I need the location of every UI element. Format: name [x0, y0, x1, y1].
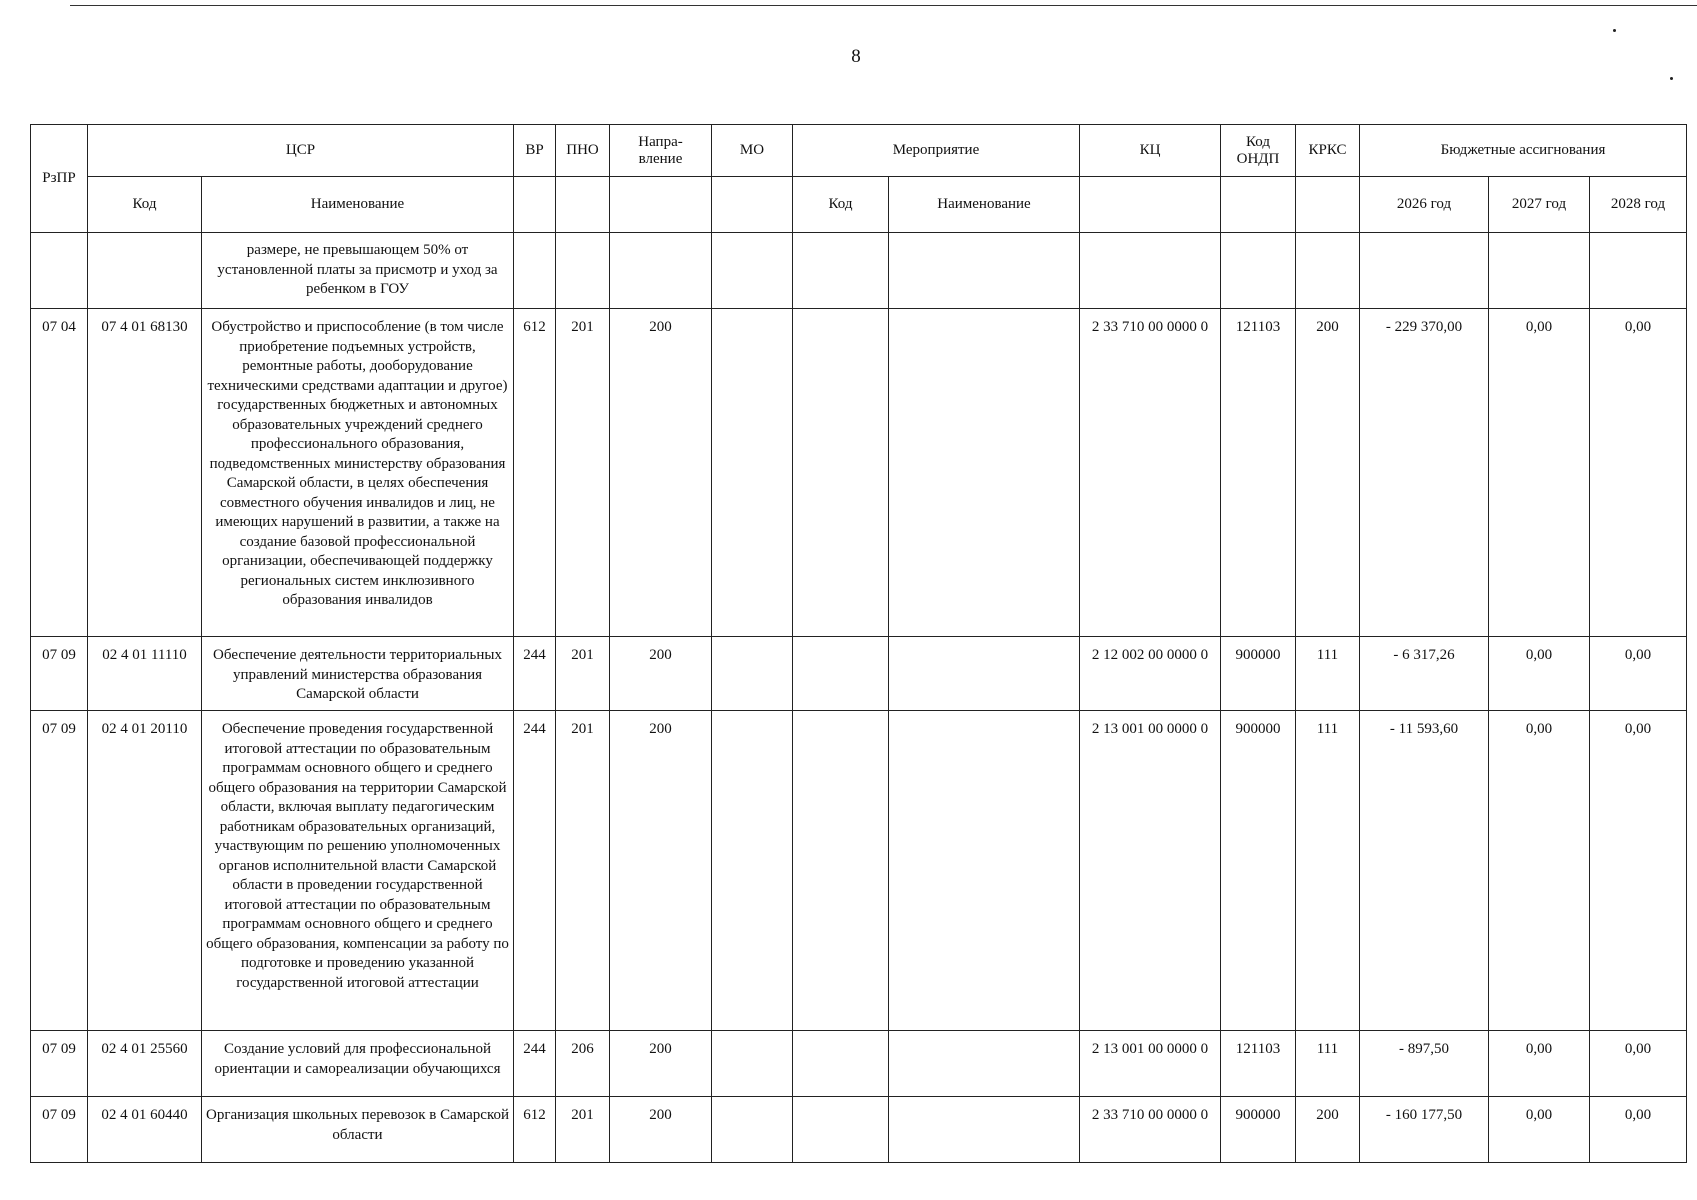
empty-cell	[31, 233, 88, 309]
col-2027-header: 2027 год	[1489, 177, 1590, 233]
vr-cell: 244	[514, 711, 556, 1031]
col-vr-header: ВР	[514, 125, 556, 177]
table-row	[31, 309, 1687, 637]
amount-2026-cell: - 897,50	[1360, 1031, 1489, 1097]
mer-kod-cell	[793, 1097, 889, 1163]
empty-cell	[793, 233, 889, 309]
rzpr-cell: 07 09	[31, 711, 88, 1031]
amount-2026-cell: - 11 593,60	[1360, 711, 1489, 1031]
amount-2028-cell: 0,00	[1590, 637, 1687, 711]
budget-table	[30, 124, 1687, 1163]
amount-2026-cell: - 160 177,50	[1360, 1097, 1489, 1163]
kc-cell: 2 13 001 00 0000 0	[1080, 711, 1221, 1031]
napravlenie-cell: 200	[610, 309, 712, 637]
csr-kod-cell: 07 4 01 68130	[88, 309, 202, 637]
table-row	[31, 1097, 1687, 1163]
empty-cell	[514, 177, 556, 233]
continuation-name-cell: размере, не превышающем 50% от установленной платы за присмотр и уход за ребенком в ГОУ	[202, 233, 514, 309]
mo-cell	[712, 711, 793, 1031]
ondp-cell: 121103	[1221, 1031, 1296, 1097]
empty-cell	[1221, 177, 1296, 233]
amount-2027-cell: 0,00	[1489, 1097, 1590, 1163]
empty-cell	[556, 177, 610, 233]
pno-cell: 206	[556, 1031, 610, 1097]
col-napravlenie-header: Напра- вление	[610, 125, 712, 177]
ondp-cell: 121103	[1221, 309, 1296, 637]
empty-cell	[610, 233, 712, 309]
kc-cell: 2 12 002 00 0000 0	[1080, 637, 1221, 711]
kc-cell: 2 33 710 00 0000 0	[1080, 1097, 1221, 1163]
empty-cell	[1489, 233, 1590, 309]
mer-name-cell	[889, 637, 1080, 711]
empty-cell	[556, 233, 610, 309]
csr-name-cell: Обеспечение проведения государственной итоговой аттестации по образовательным программам основного общего и среднего общего образования на территории Самарской области, включая выплату педагогическим работникам образовательных организаций, участвующим по решению уполномоченных органов исполнительной власти Самарской области в проведении государственной итоговой аттестации по образовательным программам основного общего и среднего общего образования, компенсации за работу по подготовке и проведению указанной государственной итоговой аттестации	[202, 711, 514, 1031]
page-number: 8	[851, 46, 861, 67]
vr-cell: 612	[514, 309, 556, 637]
csr-kod-cell: 02 4 01 25560	[88, 1031, 202, 1097]
pno-cell: 201	[556, 711, 610, 1031]
mer-name-cell	[889, 711, 1080, 1031]
col-meropriyatie-header: Мероприятие	[793, 125, 1080, 177]
col-kod-ondp-header: Код ОНДП	[1221, 125, 1296, 177]
scan-speck	[1613, 29, 1616, 32]
csr-name-cell: Обеспечение деятельности территориальных управлений министерства образования Самарской области	[202, 637, 514, 711]
col-csr-header: ЦСР	[88, 125, 514, 177]
table-row	[31, 711, 1687, 1031]
scan-speck	[1670, 77, 1673, 80]
col-rzpr-header: РзПР	[31, 125, 88, 233]
amount-2027-cell: 0,00	[1489, 637, 1590, 711]
col-mer-name-header: Наименование	[889, 177, 1080, 233]
empty-cell	[712, 177, 793, 233]
csr-kod-cell: 02 4 01 20110	[88, 711, 202, 1031]
napravlenie-cell: 200	[610, 637, 712, 711]
empty-cell	[1296, 233, 1360, 309]
empty-cell	[1221, 233, 1296, 309]
top-rule	[70, 5, 1697, 6]
mo-cell	[712, 637, 793, 711]
mer-name-cell	[889, 1031, 1080, 1097]
krks-cell: 111	[1296, 1031, 1360, 1097]
amount-2028-cell: 0,00	[1590, 711, 1687, 1031]
vr-cell: 612	[514, 1097, 556, 1163]
col-kc-header: КЦ	[1080, 125, 1221, 177]
rzpr-cell: 07 09	[31, 1097, 88, 1163]
mer-kod-cell	[793, 1031, 889, 1097]
pno-cell: 201	[556, 309, 610, 637]
col-csr-name-header: Наименование	[202, 177, 514, 233]
amount-2027-cell: 0,00	[1489, 1031, 1590, 1097]
mer-name-cell	[889, 309, 1080, 637]
mer-kod-cell	[793, 637, 889, 711]
napravlenie-cell: 200	[610, 1097, 712, 1163]
kc-cell: 2 33 710 00 0000 0	[1080, 309, 1221, 637]
pno-cell: 201	[556, 1097, 610, 1163]
rzpr-cell: 07 09	[31, 637, 88, 711]
krks-cell: 200	[1296, 1097, 1360, 1163]
empty-cell	[88, 233, 202, 309]
col-2028-header: 2028 год	[1590, 177, 1687, 233]
napravlenie-cell: 200	[610, 1031, 712, 1097]
col-pno-header: ПНО	[556, 125, 610, 177]
empty-cell	[1360, 233, 1489, 309]
mer-kod-cell	[793, 309, 889, 637]
mer-kod-cell	[793, 711, 889, 1031]
empty-cell	[514, 233, 556, 309]
mer-name-cell	[889, 1097, 1080, 1163]
amount-2028-cell: 0,00	[1590, 1031, 1687, 1097]
amount-2027-cell: 0,00	[1489, 711, 1590, 1031]
header-row	[31, 125, 1687, 177]
mo-cell	[712, 1097, 793, 1163]
col-mo-header: МО	[712, 125, 793, 177]
amount-2026-cell: - 6 317,26	[1360, 637, 1489, 711]
krks-cell: 200	[1296, 309, 1360, 637]
table-row	[31, 1031, 1687, 1097]
csr-name-cell: Создание условий для профессиональной ориентации и самореализации обучающихся	[202, 1031, 514, 1097]
kc-cell: 2 13 001 00 0000 0	[1080, 1031, 1221, 1097]
krks-cell: 111	[1296, 711, 1360, 1031]
mo-cell	[712, 1031, 793, 1097]
amount-2028-cell: 0,00	[1590, 309, 1687, 637]
empty-cell	[1296, 177, 1360, 233]
empty-cell	[712, 233, 793, 309]
empty-cell	[1080, 233, 1221, 309]
col-krks-header: КРКС	[1296, 125, 1360, 177]
vr-cell: 244	[514, 637, 556, 711]
col-csr-kod-header: Код	[88, 177, 202, 233]
csr-kod-cell: 02 4 01 11110	[88, 637, 202, 711]
col-budget-header: Бюджетные ассигнования	[1360, 125, 1687, 177]
ondp-cell: 900000	[1221, 637, 1296, 711]
csr-kod-cell: 02 4 01 60440	[88, 1097, 202, 1163]
amount-2027-cell: 0,00	[1489, 309, 1590, 637]
pno-cell: 201	[556, 637, 610, 711]
napravlenie-cell: 200	[610, 711, 712, 1031]
ondp-cell: 900000	[1221, 711, 1296, 1031]
csr-name-cell: Организация школьных перевозок в Самарской области	[202, 1097, 514, 1163]
empty-cell	[610, 177, 712, 233]
table-row	[31, 637, 1687, 711]
col-2026-header: 2026 год	[1360, 177, 1489, 233]
amount-2026-cell: - 229 370,00	[1360, 309, 1489, 637]
col-mer-kod-header: Код	[793, 177, 889, 233]
empty-cell	[1590, 233, 1687, 309]
rzpr-cell: 07 04	[31, 309, 88, 637]
ondp-cell: 900000	[1221, 1097, 1296, 1163]
vr-cell: 244	[514, 1031, 556, 1097]
continuation-row	[31, 233, 1687, 309]
krks-cell: 111	[1296, 637, 1360, 711]
mo-cell	[712, 309, 793, 637]
subheader-row	[31, 177, 1687, 233]
empty-cell	[889, 233, 1080, 309]
rzpr-cell: 07 09	[31, 1031, 88, 1097]
amount-2028-cell: 0,00	[1590, 1097, 1687, 1163]
empty-cell	[1080, 177, 1221, 233]
csr-name-cell: Обустройство и приспособление (в том числе приобретение подъемных устройств, ремонтные работы, дооборудование техническими средствами адаптации и другое) государственных бюджетных и автономных образовательных учреждений среднего профессионального образования, подведомственных министерству образования Самарской области, в целях обеспечения совместного обучения инвалидов и лиц, не имеющих нарушений в развитии, а также на создание базовой профессиональной организации, обеспечивающей поддержку региональных систем инклюзивного образования инвалидов	[202, 309, 514, 637]
